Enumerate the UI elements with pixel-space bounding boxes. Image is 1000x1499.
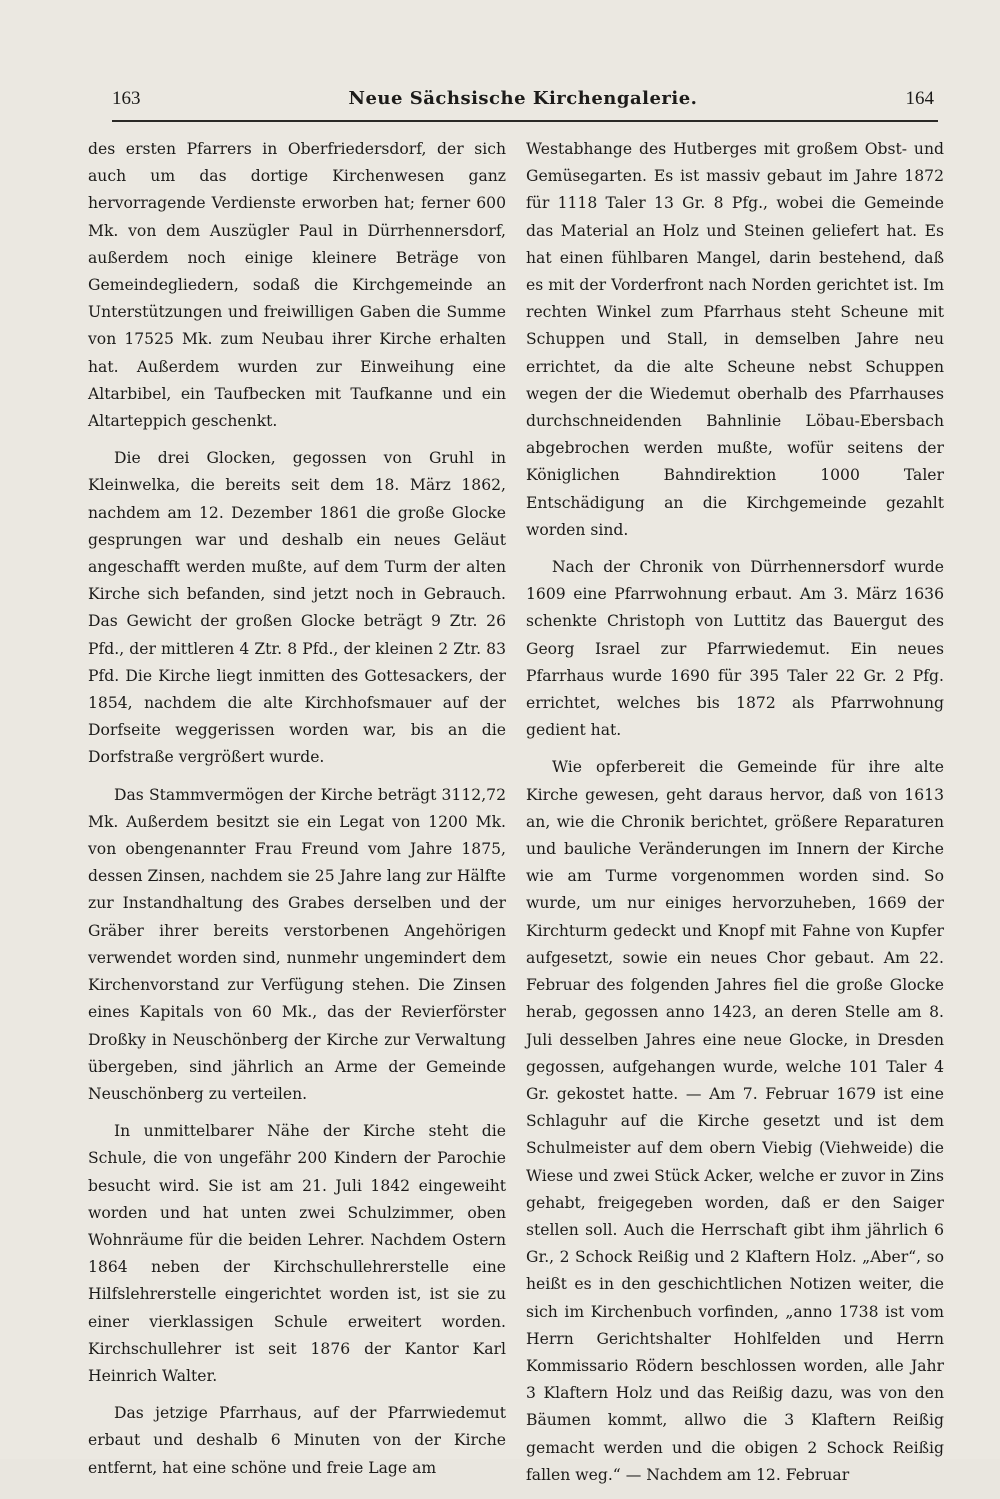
page-header: [112, 88, 934, 118]
page-number-left: 163: [112, 88, 141, 109]
paragraph: In unmittelbarer Nähe der Kirche steht die Schule, die von ungefähr 200 Kindern der Parochie besucht wird. Sie ist am 21. Juli 1842 eingeweiht worden und hat unten zwei Schulzimmer, oben Wohnräume für die beiden Lehrer. Nachdem Ostern 1864 neben der Kirchschullehrerstelle eine Hilfslehrerstelle eingerichtet worden ist, ist sie zu einer vierklassigen Schule erweitert worden. Kirchschullehrer ist seit 1876 der Kantor Karl Heinrich Walter.: [88, 1122, 506, 1385]
running-title: Neue Sächsische Kirchengalerie.: [348, 88, 698, 109]
paragraph: Das jetzige Pfarrhaus, auf der Pfarrwiedemut erbaut und deshalb 6 Minuten von der Kirche entfernt, hat eine schöne und freie Lage am: [88, 1404, 506, 1477]
text-columns: [84, 136, 944, 1484]
page-number-right: 164: [905, 88, 934, 109]
paragraph: Die drei Glocken, gegossen von Gruhl in Kleinwelka, die bereits seit dem 18. März 1862, nachdem am 12. Dezember 1861 die große Glocke gesprungen war und deshalb ein neues Geläut angeschafft werden mußte, auf dem Turm der alten Kirche sich befanden, sind jetzt noch in Gebrauch. Das Gewicht der großen Glocke beträgt 9 Ztr. 26 Pfd., der mittleren 4 Ztr. 8 Pfd., der kleinen 2 Ztr. 83 Pfd. Die Kirche liegt inmitten des Gottesackers, der 1854, nachdem die alte Kirchhofsmauer auf der Dorfseite weggerissen worden war, bis an die Dorfstraße vergrößert wurde.: [88, 449, 506, 767]
paragraph: Das Stammvermögen der Kirche beträgt 3112,72 Mk. Außerdem besitzt sie ein Legat von 1200 Mk. von obengenannter Frau Freund vom Jahre 1875, dessen Zinsen, nachdem sie 25 Jahre lang zur Hälfte zur Instandhaltung des Grabes derselben und der Gräber ihrer bereits verstorbenen Angehörigen verwendet worden sind, nunmehr ungemindert dem Kirchenvorstand zur Verfügung stehen. Die Zinsen eines Kapitals von 60 Mk., das der Revierförster Droßky in Neuschönberg der Kirche zur Verwaltung übergeben, sind jährlich an Arme der Gemeinde Neuschönberg zu verteilen.: [88, 785, 506, 1103]
paragraph: des ersten Pfarrers in Oberfriedersdorf, der sich auch um das dortige Kirchenwesen ganz hervorragende Verdienste erworben hat; ferner 600 Mk. von dem Auszügler Paul in Dürrhennersdorf, außerdem noch einige kleinere Beträge von Gemeindegliedern, sodaß die Kirchgemeinde an Unterstützungen und freiwilligen Gaben die Summe von 17525 Mk. zum Neubau ihrer Kirche erhalten hat. Außerdem wurden zur Einweihung eine Altarbibel, ein Taufbecken mit Taufkanne und ein Altarteppich geschenkt.: [88, 140, 506, 431]
right-column: [526, 136, 944, 1499]
left-column: [88, 136, 506, 1492]
paragraph: Westabhange des Hutberges mit großem Obst- und Gemüsegarten. Es ist massiv gebaut im Jahre 1872 für 1118 Taler 13 Gr. 8 Pfg., wobei die Gemeinde das Material an Holz und Steinen geliefert hat. Es hat einen fühlbaren Mangel, darin bestehend, daß es mit der Vorderfront nach Norden gerichtet ist. Im rechten Winkel zum Pfarrhaus steht Scheune mit Schuppen und Stall, in demselben Jahre neu errichtet, da die alte Scheune nebst Schuppen wegen der die Wiedemut oberhalb des Pfarrhauses durchschneidenden Bahnlinie Löbau-Ebersbach abgebrochen werden mußte, wofür seitens der Königlichen Bahndirektion 1000 Taler Entschädigung an die Kirchgemeinde gezahlt worden sind.: [526, 140, 944, 539]
paragraph: Wie opferbereit die Gemeinde für ihre alte Kirche gewesen, geht daraus hervor, daß von 1613 an, wie die Chronik berichtet, größere Reparaturen und bauliche Veränderungen im Innern der Kirche wie am Turme vorgenommen worden sind. So wurde, um nur einiges hervorzuheben, 1669 der Kirchturm gedeckt und Knopf mit Fahne von Kupfer aufgesetzt, sowie ein neues Chor gebaut. Am 22. Februar des folgenden Jahres fiel die große Glocke herab, gegossen anno 1423, an deren Stelle am 8. Juli desselben Jahres eine neue Glocke, in Dresden gegossen, aufgehangen wurde, welche 101 Taler 4 Gr. gekostet hatte. — Am 7. Februar 1679 ist eine Schlaguhr auf die Kirche gesetzt und ist dem Schulmeister auf dem obern Viebig (Viehweide) die Wiese und zwei Stück Acker, welche er zuvor in Zins gehabt, freigegeben worden, daß er den Saiger stellen soll. Auch die Herrschaft gibt ihm jährlich 6 Gr., 2 Schock Reißig und 2 Klaftern Holz. „Aber“, so heißt es in den geschichtlichen Notizen weiter, die sich im Kirchenbuch vorfinden, „anno 1738 ist vom Herrn Gerichtshalter Hohlfelden und Herrn Kommissario Rödern beschlossen worden, alle Jahr 3 Klaftern Holz und das Reißig dazu, was von den Bäumen kommt, allwo die 3 Klaftern Reißig gemacht werden und die obigen 2 Schock Reißig fallen weg.“ — Nachdem am 12. Februar: [526, 758, 944, 1484]
header-rule: [112, 120, 938, 122]
paragraph: Nach der Chronik von Dürrhennersdorf wurde 1609 eine Pfarrwohnung erbaut. Am 3. März 1636 schenkte Christoph von Luttitz das Bauergut des Georg Israel zur Pfarrwiedemut. Ein neues Pfarrhaus wurde 1690 für 395 Taler 22 Gr. 2 Pfg. errichtet, welches bis 1872 als Pfarrwohnung gedient hat.: [526, 558, 944, 740]
